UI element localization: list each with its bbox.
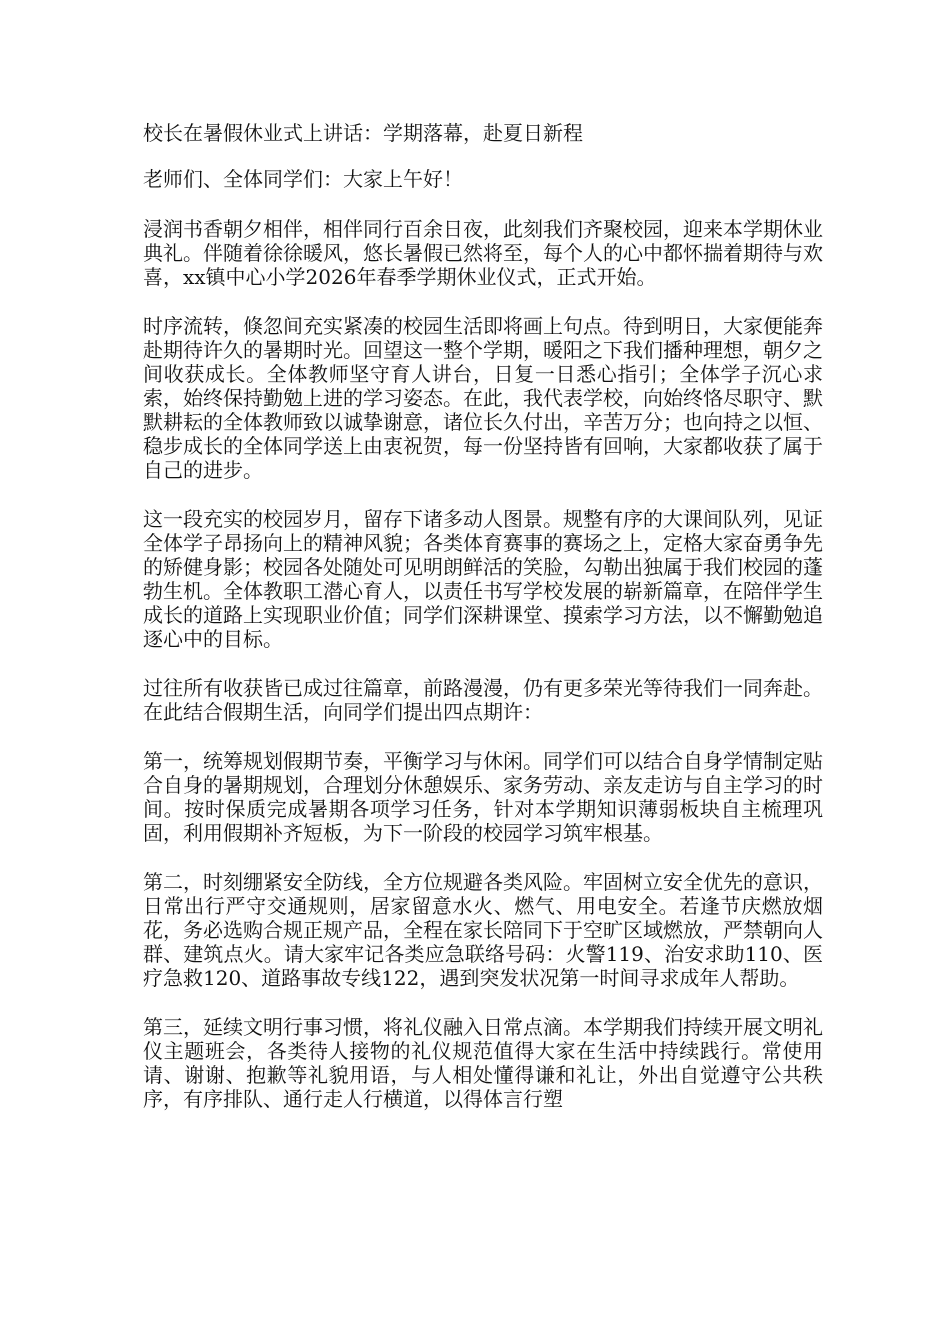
paragraph-point-one: 第一，统筹规划假期节奏，平衡学习与休闲。同学们可以结合自身学情制定贴合自身的暑期规划，合理划分休憩娱乐、家务劳动、亲友走访与自主学习的时间。按时保质完成暑期各项学习任务，针对本学期知识薄弱板块自主梳理巩固，利用假期补齐短板，为下一阶段的校园学习筑牢根基。 [143,749,823,845]
paragraph-review: 时序流转，倏忽间充实紧凑的校园生活即将画上句点。待到明日，大家便能奔赴期待许久的暑期时光。回望这一整个学期，暖阳之下我们播种理想，朝夕之间收获成长。全体教师坚守育人讲台，日复一日悉心指引；全体学子沉心求索，始终保持勤勉上进的学习姿态。在此，我代表学校，向始终恪尽职守、默默耕耘的全体教师致以诚挚谢意，诸位长久付出，辛苦万分；也向持之以恒、稳步成长的全体同学送上由衷祝贺，每一份坚持皆有回响，大家都收获了属于自己的进步。 [143,314,823,482]
paragraph-highlights: 这一段充实的校园岁月，留存下诸多动人图景。规整有序的大课间队列，见证全体学子昂扬向上的精神风貌；各类体育赛事的赛场之上，定格大家奋勇争先的矫健身影；校园各处随处可见明朗鲜活的笑脸，勾勒出独属于我们校园的蓬勃生机。全体教职工潜心育人，以责任书写学校发展的崭新篇章，在陪伴学生成长的道路上实现职业价值；同学们深耕课堂、摸索学习方法，以不懈勤勉追逐心中的目标。 [143,507,823,651]
paragraph-point-two: 第二，时刻绷紧安全防线，全方位规避各类风险。牢固树立安全优先的意识，日常出行严守交通规则，居家留意水火、燃气、用电安全。若逢节庆燃放烟花，务必选购合规正规产品，全程在家长陪同下于空旷区域燃放，严禁朝向人群、建筑点火。请大家牢记各类应急联络号码：火警119、治安求助110、医疗急救120、道路事故专线122，遇到突发状况第一时间寻求成年人帮助。 [143,870,823,990]
paragraph-point-three: 第三，延续文明行事习惯，将礼仪融入日常点滴。本学期我们持续开展文明礼仪主题班会，各类待人接物的礼仪规范值得大家在生活中持续践行。常使用请、谢谢、抱歉等礼貌用语，与人相处懂得谦和礼让，外出自觉遵守公共秩序，有序排队、通行走人行横道，以得体言行塑 [143,1015,823,1111]
paragraph-opening: 浸润书香朝夕相伴，相伴同行百余日夜，此刻我们齐聚校园，迎来本学期休业典礼。伴随着徐徐暖风，悠长暑假已然将至，每个人的心中都怀揣着期待与欢喜，xx镇中心小学2026年春季学期休业仪式，正式开始。 [143,217,823,289]
document-body [143,121,823,1136]
greeting-line: 老师们、全体同学们：大家上午好！ [143,167,463,191]
document-title: 校长在暑假休业式上讲话：学期落幕，赴夏日新程 [143,121,583,145]
paragraph-transition: 过往所有收获皆已成过往篇章，前路漫漫，仍有更多荣光等待我们一同奔赴。在此结合假期生活，向同学们提出四点期许： [143,676,823,724]
